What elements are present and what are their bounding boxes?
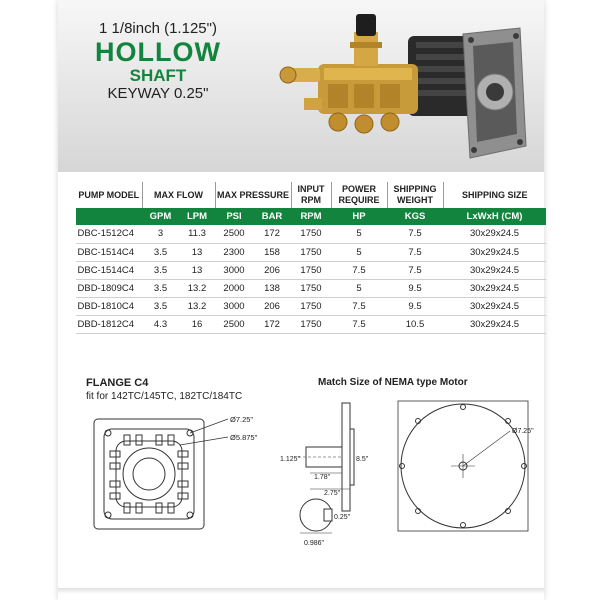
dim-shaft-len-label: 1.78" (314, 474, 331, 481)
table-cell: 16 (179, 315, 215, 333)
header-max-pressure: MAX PRESSURE (215, 182, 291, 208)
header-pump-model: PUMP MODEL (78, 189, 140, 200)
banner-text (88, 20, 228, 103)
card-bottom-shadow (58, 588, 544, 594)
unit-cell: KGS (387, 208, 443, 225)
table-cell: 1750 (291, 243, 331, 261)
table-row (76, 243, 546, 261)
header-power-require: POWER REQUIRE (331, 182, 387, 208)
table-cell: 3.5 (142, 243, 179, 261)
table-cell: 3.5 (142, 261, 179, 279)
pump-image (258, 6, 538, 166)
unit-cell-blank (76, 208, 142, 225)
unit-cell: GPM (142, 208, 179, 225)
table-cell: 13.2 (179, 279, 215, 297)
table-cell: 9.5 (387, 279, 443, 297)
table-cell: 172 (253, 315, 291, 333)
table-cell: 7.5 (387, 243, 443, 261)
table-cell: 206 (253, 261, 291, 279)
table-cell: 5 (331, 225, 387, 243)
table-cell: 4.3 (142, 315, 179, 333)
table-row (76, 315, 546, 333)
product-banner (58, 0, 544, 172)
table-cell: 3.5 (142, 297, 179, 315)
table-cell: 172 (253, 225, 291, 243)
keyway-size: KEYWAY 0.25" (107, 85, 209, 102)
table-row (76, 279, 546, 297)
table-row (76, 225, 546, 243)
flange-title: FLANGE C4 (86, 377, 149, 389)
unit-cell: RPM (291, 208, 331, 225)
table-cell: 13 (179, 243, 215, 261)
table-cell: DBC-1514C4 (76, 261, 142, 279)
table-row (76, 297, 546, 315)
table-cell: 1750 (291, 225, 331, 243)
table-cell: 30x29x24.5 (443, 261, 546, 279)
table-cell: 30x29x24.5 (443, 315, 546, 333)
flange-fit-note: fit for 142TC/145TC, 182TC/184TC (86, 391, 243, 402)
table-cell: 9.5 (387, 297, 443, 315)
table-cell: 30x29x24.5 (443, 297, 546, 315)
table-cell: 1750 (291, 297, 331, 315)
table-cell: 5 (331, 279, 387, 297)
table-cell: 158 (253, 243, 291, 261)
banner-subtitle: SHAFT (129, 66, 187, 85)
table-cell: 138 (253, 279, 291, 297)
nema-title: Match Size of NEMA type Motor (318, 377, 468, 388)
table-cell: DBC-1512C4 (76, 225, 142, 243)
table-cell: 30x29x24.5 (443, 279, 546, 297)
table-cell: 1750 (291, 315, 331, 333)
table-cell: 7.5 (331, 315, 387, 333)
table-row (76, 261, 546, 279)
table-cell: 206 (253, 297, 291, 315)
dim-inner-label: Ø5.875" (230, 433, 258, 442)
table-cell: 13.2 (179, 297, 215, 315)
table-cell: 13 (179, 261, 215, 279)
banner-title: HOLLOW (95, 37, 221, 67)
table-cell: 7.5 (331, 261, 387, 279)
unit-cell: LPM (179, 208, 215, 225)
table-cell: 3000 (215, 297, 253, 315)
unit-cell: BAR (253, 208, 291, 225)
nema-drawing (258, 393, 544, 553)
table-cell: 1750 (291, 279, 331, 297)
table-cell: 10.5 (387, 315, 443, 333)
dim-outer-label: Ø7.25" (230, 415, 254, 424)
table-cell: DBD-1812C4 (76, 315, 142, 333)
dim-key-label: 0.25" (334, 514, 351, 521)
table-cell: 3.5 (142, 279, 179, 297)
units-row (76, 208, 546, 225)
table-cell: 11.3 (179, 225, 215, 243)
table-cell: 2000 (215, 279, 253, 297)
table-cell: 2500 (215, 315, 253, 333)
header-input-rpm: INPUT RPM (291, 182, 331, 208)
table-cell: 1750 (291, 261, 331, 279)
product-card (58, 0, 544, 600)
dim-length-label: 2.75" (324, 490, 341, 497)
table-cell: DBC-1514C4 (76, 243, 142, 261)
dim-bolt-label: 8.5" (356, 456, 369, 463)
header-max-flow: MAX FLOW (142, 182, 215, 208)
header-shipping-weight: SHIPPING WEIGHT (387, 182, 443, 208)
pump-spec-table (76, 182, 546, 334)
table-cell: 7.5 (387, 261, 443, 279)
table-cell: DBD-1809C4 (76, 279, 142, 297)
table-cell: 30x29x24.5 (443, 243, 546, 261)
unit-cell: LxWxH (CM) (443, 208, 546, 225)
table-cell: 7.5 (331, 297, 387, 315)
header-shipping-size: SHIPPING SIZE (443, 182, 546, 208)
table-cell: 3 (142, 225, 179, 243)
unit-cell: HP (331, 208, 387, 225)
table-cell: 3000 (215, 261, 253, 279)
unit-cell: PSI (215, 208, 253, 225)
table-cell: DBD-1810C4 (76, 297, 142, 315)
table-cell: 7.5 (387, 225, 443, 243)
dim-circle-label: Ø7.25" (512, 428, 534, 435)
table-cell: 30x29x24.5 (443, 225, 546, 243)
flange-drawing (80, 405, 280, 565)
table-cell: 2500 (215, 225, 253, 243)
dim-depth-label: 0.986" (304, 540, 325, 547)
shaft-size: 1 1/8inch (1.125") (99, 20, 217, 37)
table-cell: 2300 (215, 243, 253, 261)
dim-shaft-dia-label: 1.125" (280, 456, 301, 463)
table-cell: 5 (331, 243, 387, 261)
